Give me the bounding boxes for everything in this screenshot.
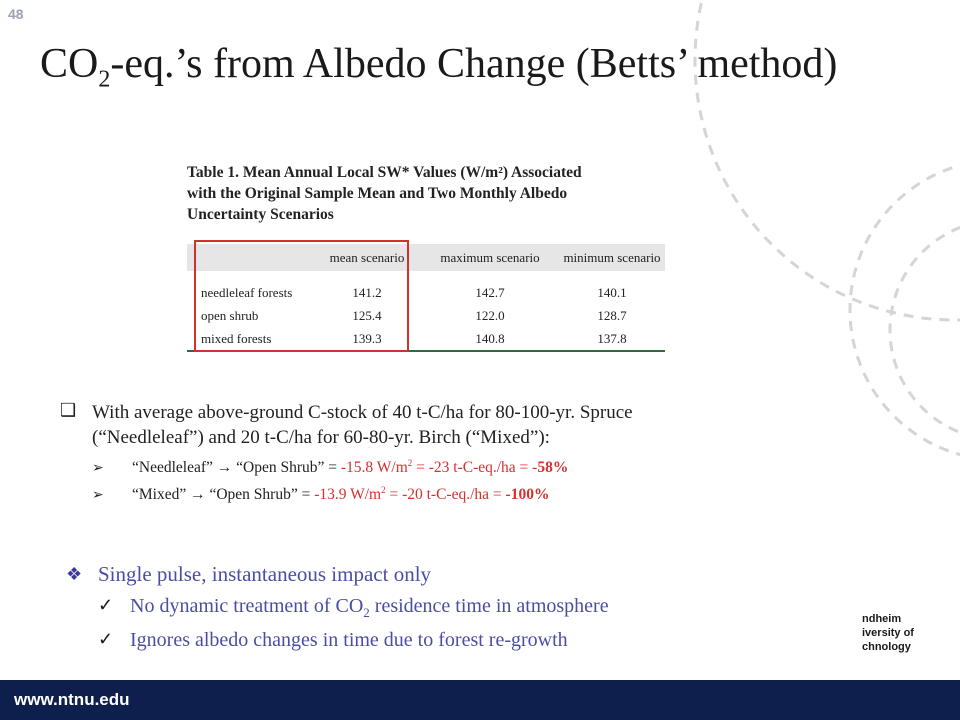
checkmark-icon: ✓ <box>98 629 114 649</box>
check-bullet <box>98 629 826 652</box>
slide-number: 48 <box>8 6 24 22</box>
sub-bullet-mixed <box>92 485 860 504</box>
sub-bullet-prefix: “Needleleaf” <box>132 459 213 477</box>
main-bullet-line-2: (“Needleleaf”) and 20 t-C/ha for 60-80-yr. Birch (“Mixed”): <box>92 427 550 448</box>
row-label: mixed forests <box>187 327 313 351</box>
footer-url-link[interactable]: www.ntnu.edu <box>14 690 130 709</box>
checkmark-icon: ✓ <box>98 595 114 615</box>
arrow-bullet-icon: ➢ <box>92 461 104 476</box>
albedo-table-figure <box>187 162 667 346</box>
sub-bullet-red: -15.8 $W/m^2 = -23$ t-C-eq./ha = -58% <box>340 458 569 477</box>
table-cell: 125.4 <box>352 307 382 323</box>
table-header-cell: mean scenario <box>313 244 421 271</box>
sub-bullet-needleleaf <box>92 458 860 477</box>
row-label: open shrub <box>201 307 259 323</box>
slide-title <box>40 40 837 93</box>
table-cell: 137.8 <box>559 327 665 351</box>
table-cell: 122.0 <box>475 307 505 323</box>
dashed-circle-medium <box>890 220 960 440</box>
caption-line-2: with the Original Sample Mean and Two Monthly Albedo <box>187 185 568 202</box>
sub-bullet-mid: “Open Shrub” = <box>209 486 315 504</box>
caption-line-3: Uncertainty Scenarios <box>187 206 334 223</box>
arrow-bullet-icon: ➢ <box>92 488 104 504</box>
highlight-box <box>194 240 409 352</box>
table-cell: 140.8 <box>421 327 559 351</box>
footer-bar <box>0 680 960 720</box>
sub-bullet-red: -13.9 $W/m^2 = -20$ t-C-eq./ha = -100% <box>314 485 550 504</box>
caption-line-1: Table 1. Mean Annual Local SW* Values (W/m²) Associated <box>187 164 582 181</box>
main-bullet <box>60 400 860 450</box>
right-arrow-icon: → <box>190 486 210 504</box>
table-cell: 139.3 <box>313 327 421 351</box>
sub-bullet-prefix: “Mixed” <box>132 486 187 504</box>
university-name-fragment: ndheim iversity of chnology <box>862 613 914 653</box>
table-cell: 141.2 <box>352 284 382 300</box>
diamond-bullet <box>66 562 826 587</box>
table-cell: 128.7 <box>597 307 627 323</box>
table-header-cell: maximum scenario <box>421 244 559 271</box>
right-arrow-icon: → <box>216 459 237 477</box>
square-bullet-icon: ❑ <box>60 400 77 420</box>
table-cell: 140.1 <box>597 284 627 300</box>
title-prefix: CO <box>40 41 99 87</box>
title-suffix: -eq.’s from Albedo Change (Betts’ method) <box>110 41 838 87</box>
diamond-bullet-icon: ❖ <box>66 564 83 584</box>
check-bullet: ✓ No dynamic treatment of $CO_2$ residence time in atmosphere <box>98 595 609 620</box>
title-subscript: 2 <box>98 66 111 93</box>
table-cell: 142.7 <box>475 284 505 300</box>
sub-bullet-mid: “Open Shrub” = <box>236 459 341 477</box>
table-caption <box>187 162 667 225</box>
table-header-cell: minimum scenario <box>559 244 665 271</box>
main-bullet-line-1: With average above-ground C-stock of 40 t-C/ha for 80-100-yr. Spruce <box>92 402 633 423</box>
limitation-heading: Single pulse, instantaneous impact only <box>98 562 432 586</box>
dashed-circle-outer <box>850 160 960 460</box>
check-bullet-text: Ignores albedo changes in time due to forest re-growth <box>130 629 568 651</box>
c-stock-bullets <box>60 400 860 504</box>
limitations-bullets <box>66 562 826 652</box>
row-label: needleleaf forests <box>201 284 293 300</box>
